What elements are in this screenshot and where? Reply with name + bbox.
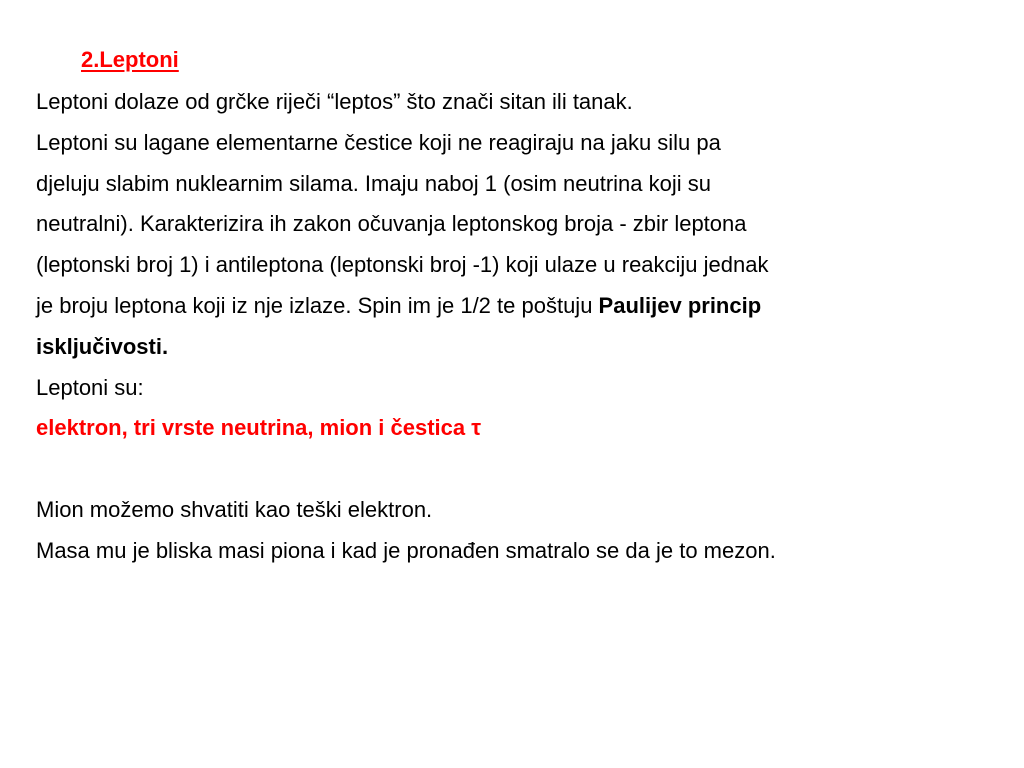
text-segment: je broju leptona koji iz nje izlaze. Spin im je 1/2 te poštuju bbox=[36, 292, 599, 318]
leptons-list: elektron, tri vrste neutrina, mion i čestica τ bbox=[36, 415, 482, 441]
text-line-muon: Mion možemo shvatiti kao teški elektron. bbox=[36, 496, 433, 522]
text-line-muon-mass: Masa mu je bliska masi piona i kad je pronađen smatralo se da je to mezon. bbox=[36, 537, 776, 563]
slide-body bbox=[36, 82, 1016, 572]
pauli-principle-term-end: isključivosti. bbox=[36, 333, 169, 359]
text-line: Leptoni su lagane elementarne čestice koji ne reagiraju na jaku silu pa bbox=[36, 129, 721, 155]
pauli-principle-term: Paulijev princip bbox=[598, 292, 762, 318]
text-line-etymology: Leptoni dolaze od grčke riječi “leptos” što znači sitan ili tanak. bbox=[36, 89, 633, 114]
text-line: neutralni). Karakterizira ih zakon očuvanja leptonskog broja - zbir leptona bbox=[36, 211, 747, 237]
leptons-list-intro: Leptoni su: bbox=[36, 374, 144, 400]
text-line: djeluju slabim nuklearnim silama. Imaju naboj 1 (osim neutrina koji su bbox=[36, 170, 711, 196]
spacer bbox=[36, 449, 1016, 490]
text-line: (leptonski broj 1) i antileptona (leptonski broj -1) koji ulaze u reakciju jednak bbox=[36, 252, 769, 278]
text-line bbox=[36, 286, 1016, 327]
slide-title: 2.Leptoni bbox=[81, 47, 179, 72]
